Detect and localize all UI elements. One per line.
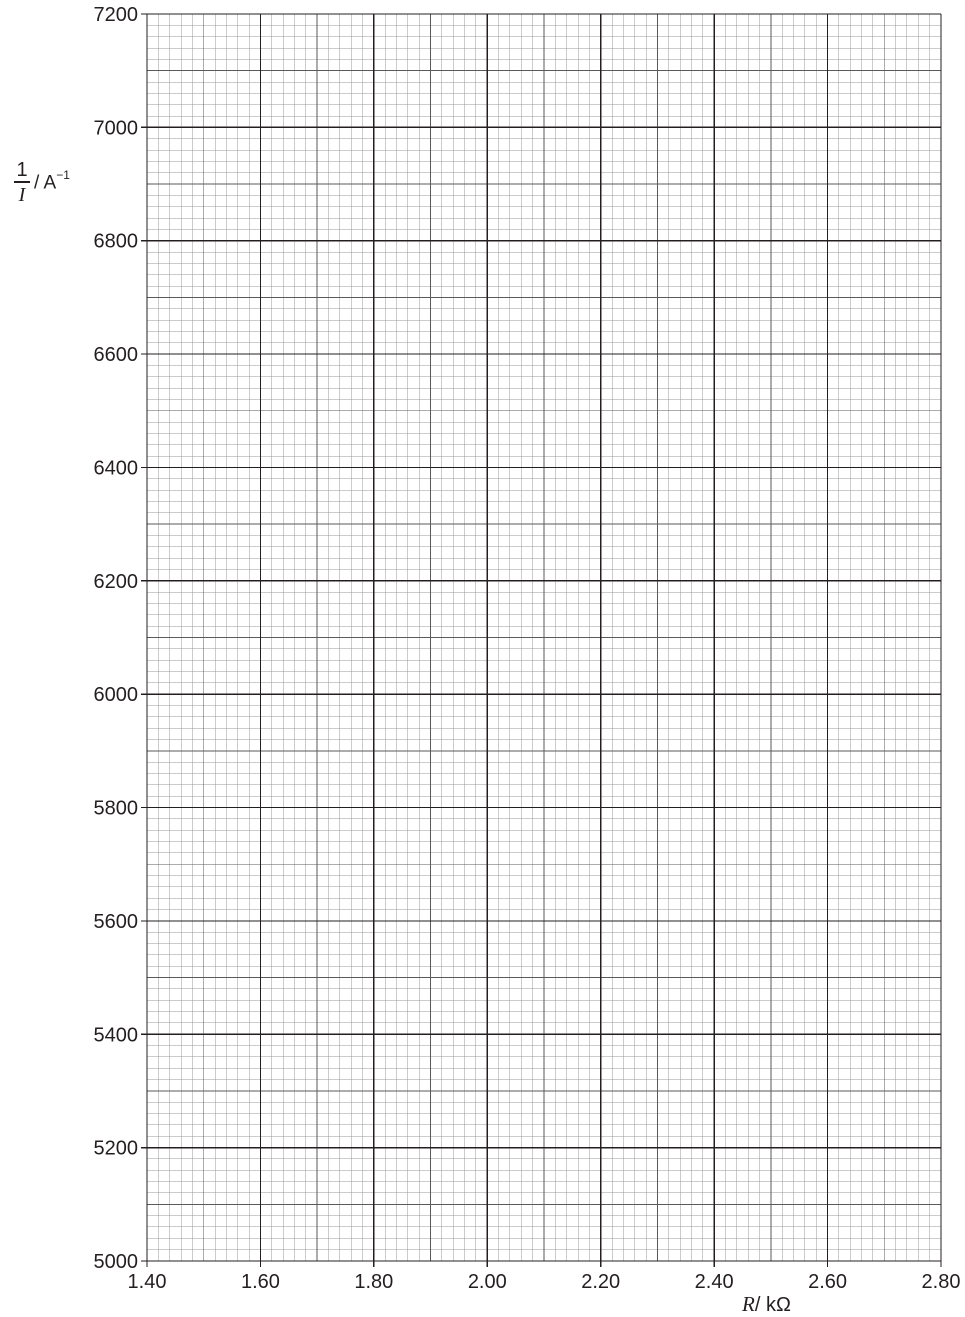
- y-axis-unit: [34, 170, 70, 194]
- y-axis-unit-text: / A: [34, 172, 57, 194]
- y-tick-label: 7000: [93, 117, 138, 140]
- y-tick-label: 6400: [93, 457, 138, 480]
- y-axis-label: [14, 160, 94, 210]
- y-tick-label: 5600: [93, 910, 138, 933]
- y-tick-labels: [94, 4, 139, 1273]
- x-tick-label: 2.20: [581, 1271, 621, 1293]
- y-tick-label: 5000: [93, 1251, 138, 1273]
- y-tick-label: 7200: [93, 4, 138, 26]
- fraction-bar: [14, 181, 30, 183]
- y-tick-label: 6000: [93, 684, 138, 707]
- y-tick-label: 5400: [93, 1024, 138, 1047]
- x-tick-label: 1.80: [354, 1271, 394, 1293]
- y-axis-denominator: I: [18, 183, 26, 206]
- x-tick-label: 1.40: [127, 1271, 167, 1293]
- y-tick-label: 5200: [93, 1137, 138, 1160]
- y-axis-numerator: 1: [16, 159, 28, 181]
- y-axis-unit-exponent: −1: [56, 168, 70, 182]
- x-tick-label: 2.60: [808, 1271, 848, 1293]
- x-tick-labels: [128, 1271, 961, 1293]
- x-axis-label: [742, 1292, 791, 1317]
- medium-grid: [147, 14, 941, 1261]
- y-axis-fraction: [14, 160, 30, 205]
- x-tick-label: 2.00: [467, 1271, 507, 1293]
- x-axis-unit: / kΩ: [754, 1294, 791, 1316]
- y-tick-label: 5800: [93, 797, 138, 820]
- x-tick-label: 2.80: [921, 1271, 961, 1293]
- x-tick-label: 2.40: [694, 1271, 734, 1293]
- y-tick-label: 6800: [93, 230, 138, 253]
- x-tick-label: 1.60: [240, 1271, 280, 1293]
- x-axis-symbol: R: [742, 1292, 755, 1316]
- y-tick-label: 6200: [93, 570, 138, 593]
- y-tick-label: 6600: [93, 344, 138, 367]
